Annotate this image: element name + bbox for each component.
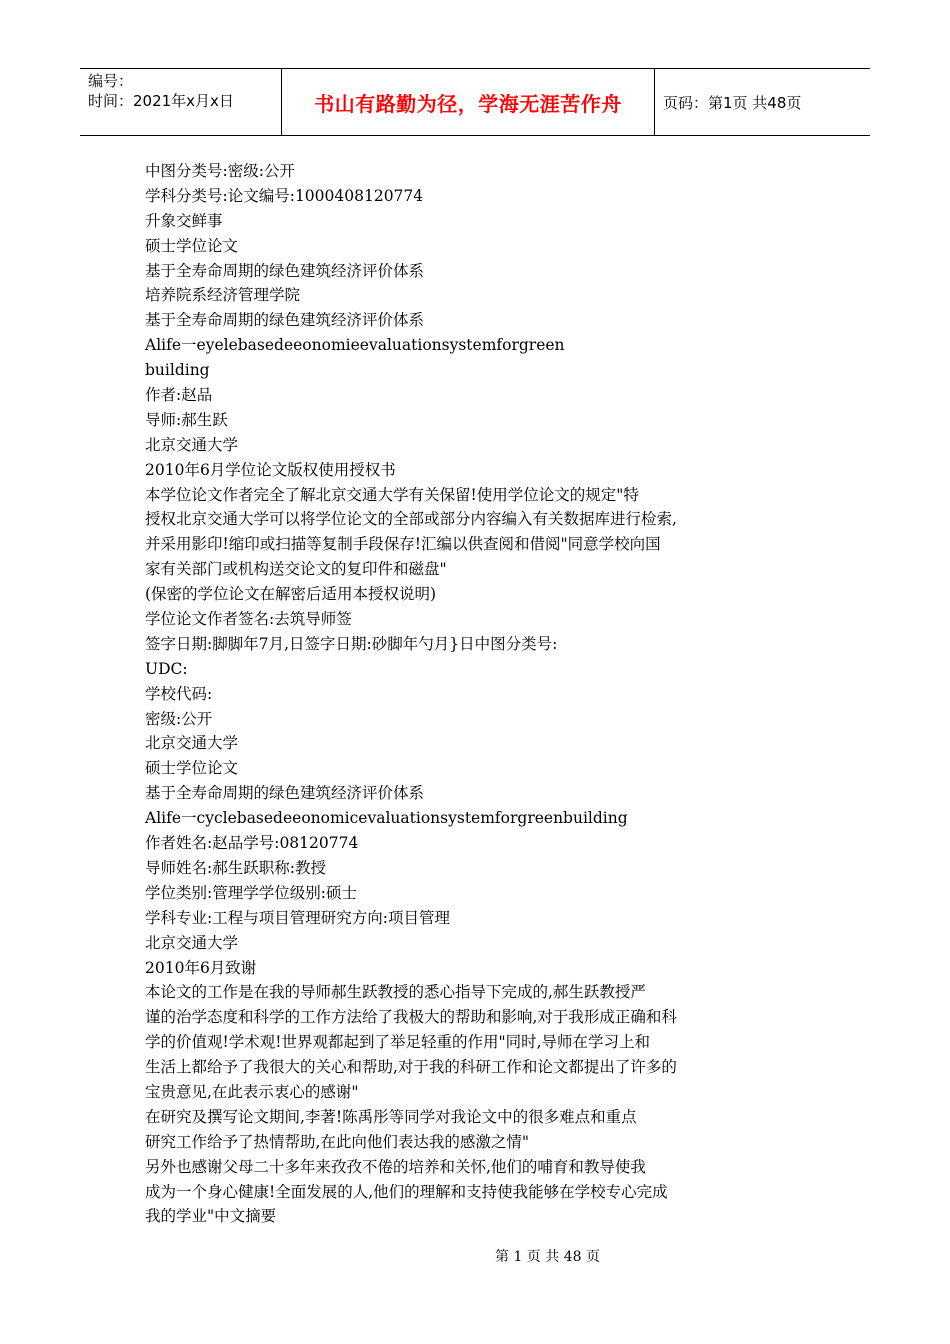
page-header (80, 68, 870, 136)
text-line: 2010年6月致谢 (145, 958, 257, 977)
text-line: 学位类别:管理学学位级别:硕士 (145, 883, 357, 902)
text-line: 硕士学位论文 (145, 759, 239, 778)
text-line: building (145, 361, 210, 380)
text-line: 家有关部门或机构送交论文的复印件和磁盘" (145, 560, 447, 579)
text-line: 在研究及撰写论文期间,李著!陈禹彤等同学对我论文中的很多难点和重点 (145, 1107, 637, 1126)
text-line: 学科分类号:论文编号:1000408120774 (145, 186, 424, 205)
footer-page-number: 第 1 页 共 48 页 (495, 1249, 600, 1265)
text-line: 硕士学位论文 (145, 236, 239, 255)
header-meta-cell (80, 69, 282, 135)
text-line: 本学位论文作者完全了解北京交通大学有关保留!使用学位论文的规定"特 (145, 485, 639, 504)
text-line: 签字日期:脚脚年7月,日签字日期:砂脚年勺月}日中图分类号: (145, 634, 558, 653)
text-line: 中图分类号:密级:公开 (145, 162, 295, 180)
text-line: 学校代码: (145, 684, 213, 703)
header-motto: 书山有路勤为径，学海无涯苦作舟 (282, 69, 655, 135)
text-line: 授权北京交通大学可以将学位论文的全部或部分内容编入有关数据库进行检索, (145, 510, 677, 529)
header-time-label: 时间：2021年x月x日 (88, 92, 234, 110)
header-page-info: 页码：第1页 共48页 (663, 93, 802, 112)
text-line: 生活上都给予了我很大的关心和帮助,对于我的科研工作和论文都提出了许多的 (145, 1058, 677, 1077)
text-line: 北京交通大学 (145, 435, 239, 454)
text-line: 研究工作给予了热情帮助,在此向他们表达我的感激之情" (145, 1132, 530, 1151)
text-line: Alife一eyelebasedeeonomieevaluationsystemforgreen (145, 336, 565, 355)
text-line: 谨的治学态度和科学的工作方法给了我极大的帮助和影响,对于我形成正确和科 (145, 1008, 677, 1027)
text-line: 密级:公开 (145, 709, 213, 728)
text-line: 作者姓名:赵品学号:08120774 (145, 834, 359, 853)
document-body (145, 159, 745, 1229)
text-line: 本论文的工作是在我的导师郝生跃教授的悉心指导下完成的,郝生跃教授严 (145, 983, 646, 1002)
text-line: 北京交通大学 (145, 734, 239, 753)
text-line: 升象交鲜事 (145, 211, 223, 230)
text-line: (保密的学位论文在解密后适用本授权说明) (145, 585, 437, 604)
text-line: 成为一个身心健康!全面发展的人,他们的理解和支持使我能够在学校专心完成 (145, 1182, 668, 1201)
text-line: 宝贵意见,在此表示衷心的感谢" (145, 1082, 359, 1101)
text-line: 基于全寿命周期的绿色建筑经济评价体系 (145, 784, 425, 803)
text-line: 学的价值观!学术观!世界观都起到了举足轻重的作用"同时,导师在学习上和 (145, 1033, 651, 1052)
text-line: UDC: (145, 659, 188, 678)
header-code-label: 编号： (88, 72, 134, 90)
text-line: 并采用影印!缩印或扫描等复制手段保存!汇编以供查阅和借阅"同意学校向国 (145, 535, 661, 554)
text-line: 基于全寿命周期的绿色建筑经济评价体系 (145, 261, 425, 280)
text-line: 作者:赵品 (145, 386, 213, 405)
text-line: 基于全寿命周期的绿色建筑经济评价体系 (145, 311, 425, 330)
page-footer (0, 1246, 950, 1266)
text-line: 另外也感谢父母二十多年来孜孜不倦的培养和关怀,他们的哺育和教导使我 (145, 1157, 646, 1176)
text-line: 导师:郝生跃 (145, 410, 228, 429)
text-line: 培养院系经济管理学院 (145, 286, 301, 305)
text-line: 我的学业"中文摘要 (145, 1207, 277, 1226)
text-line: 导师姓名:郝生跃职称:教授 (145, 858, 326, 877)
text-line: Alife一cyclebasedeeonomicevaluationsystemforgreenbuilding (145, 809, 628, 828)
text-line: 北京交通大学 (145, 933, 239, 952)
text-line: 2010年6月学位论文版权使用授权书 (145, 460, 396, 479)
text-line: 学位论文作者签名:去筑导师签 (145, 610, 352, 629)
text-line: 学科专业:工程与项目管理研究方向:项目管理 (145, 908, 450, 927)
